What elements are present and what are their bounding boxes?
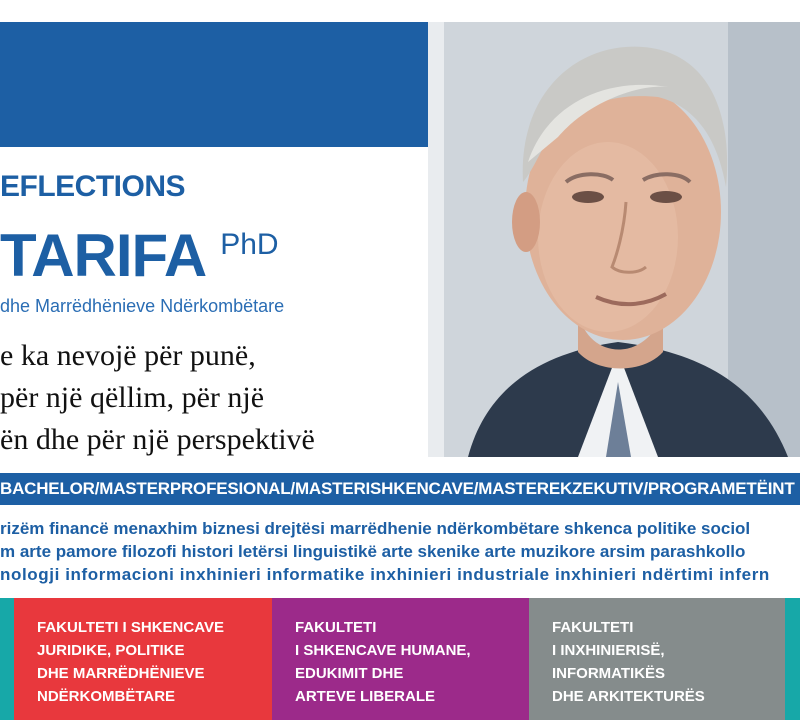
author-name-row: [0, 222, 279, 289]
author-name: TARIFA: [0, 222, 207, 289]
faculty-label-line: DHE ARKITEKTURËS: [552, 688, 705, 705]
faculty-label: [552, 616, 705, 708]
faculty-engineering[interactable]: [529, 598, 785, 720]
author-position: dhe Marrëdhënieve Ndërkombëtare: [0, 296, 285, 316]
faculty-label-line: DHE MARRËDHËNIEVE: [37, 665, 205, 682]
faculty-strip-left: [0, 598, 14, 720]
faculty-humanities[interactable]: [272, 598, 529, 720]
faculty-label-line: JURIDIKE, POLITIKE: [37, 642, 185, 659]
faculty-label: [295, 616, 471, 708]
quote-line: për një qëllim, për një: [0, 381, 265, 414]
header-top-margin: [0, 0, 800, 22]
faculty-label-line: I INXHINIERISË,: [552, 642, 665, 659]
portrait-photo: [428, 22, 800, 457]
faculties-row: [0, 598, 800, 720]
faculty-label-line: FAKULTETI: [295, 619, 377, 636]
subjects-line: m arte pamore filozofi histori letërsi linguistikë arte skenike arte muzikore arsim parashkollo: [0, 542, 746, 561]
author-degree: PhD: [220, 228, 279, 261]
faculty-label-line: I SHKENCAVE HUMANE,: [295, 642, 471, 659]
faculty-law-politics[interactable]: [14, 598, 272, 720]
faculty-label-line: INFORMATIKËS: [552, 665, 666, 682]
section-title: EFLECTIONS: [0, 170, 186, 203]
subjects-line: nologji informacioni inxhinieri informatike inxhinieri industriale inxhinieri ndërtimi infern: [0, 565, 770, 584]
quote: [0, 335, 315, 461]
faculty-label-line: EDUKIMIT DHE: [295, 665, 404, 682]
faculty-label-line: ARTEVE LIBERALE: [295, 688, 436, 705]
subjects-line: rizëm financë menaxhim biznesi drejtësi marrëdhenie ndërkombëtare shkenca politike sociol: [0, 519, 751, 538]
subjects-list: [0, 517, 800, 587]
quote-line: e ka nevojë për punë,: [0, 339, 256, 372]
quote-line: ën dhe për një perspektivë: [0, 423, 315, 456]
portrait-illustration: [428, 22, 800, 457]
faculty-label-line: NDËRKOMBËTARE: [37, 688, 176, 705]
faculty-label-line: FAKULTETI: [552, 619, 634, 636]
faculty-label-line: FAKULTETI I SHKENCAVE: [37, 619, 224, 636]
programs-bar: [0, 473, 800, 505]
faculty-strip-right: [785, 598, 800, 720]
faculty-label: [37, 616, 224, 708]
programs-list: BACHELOR/MASTERPROFESIONAL/MASTERISHKENCAVE/MASTEREKZEKUTIV/PROGRAMETËINT: [0, 479, 795, 498]
